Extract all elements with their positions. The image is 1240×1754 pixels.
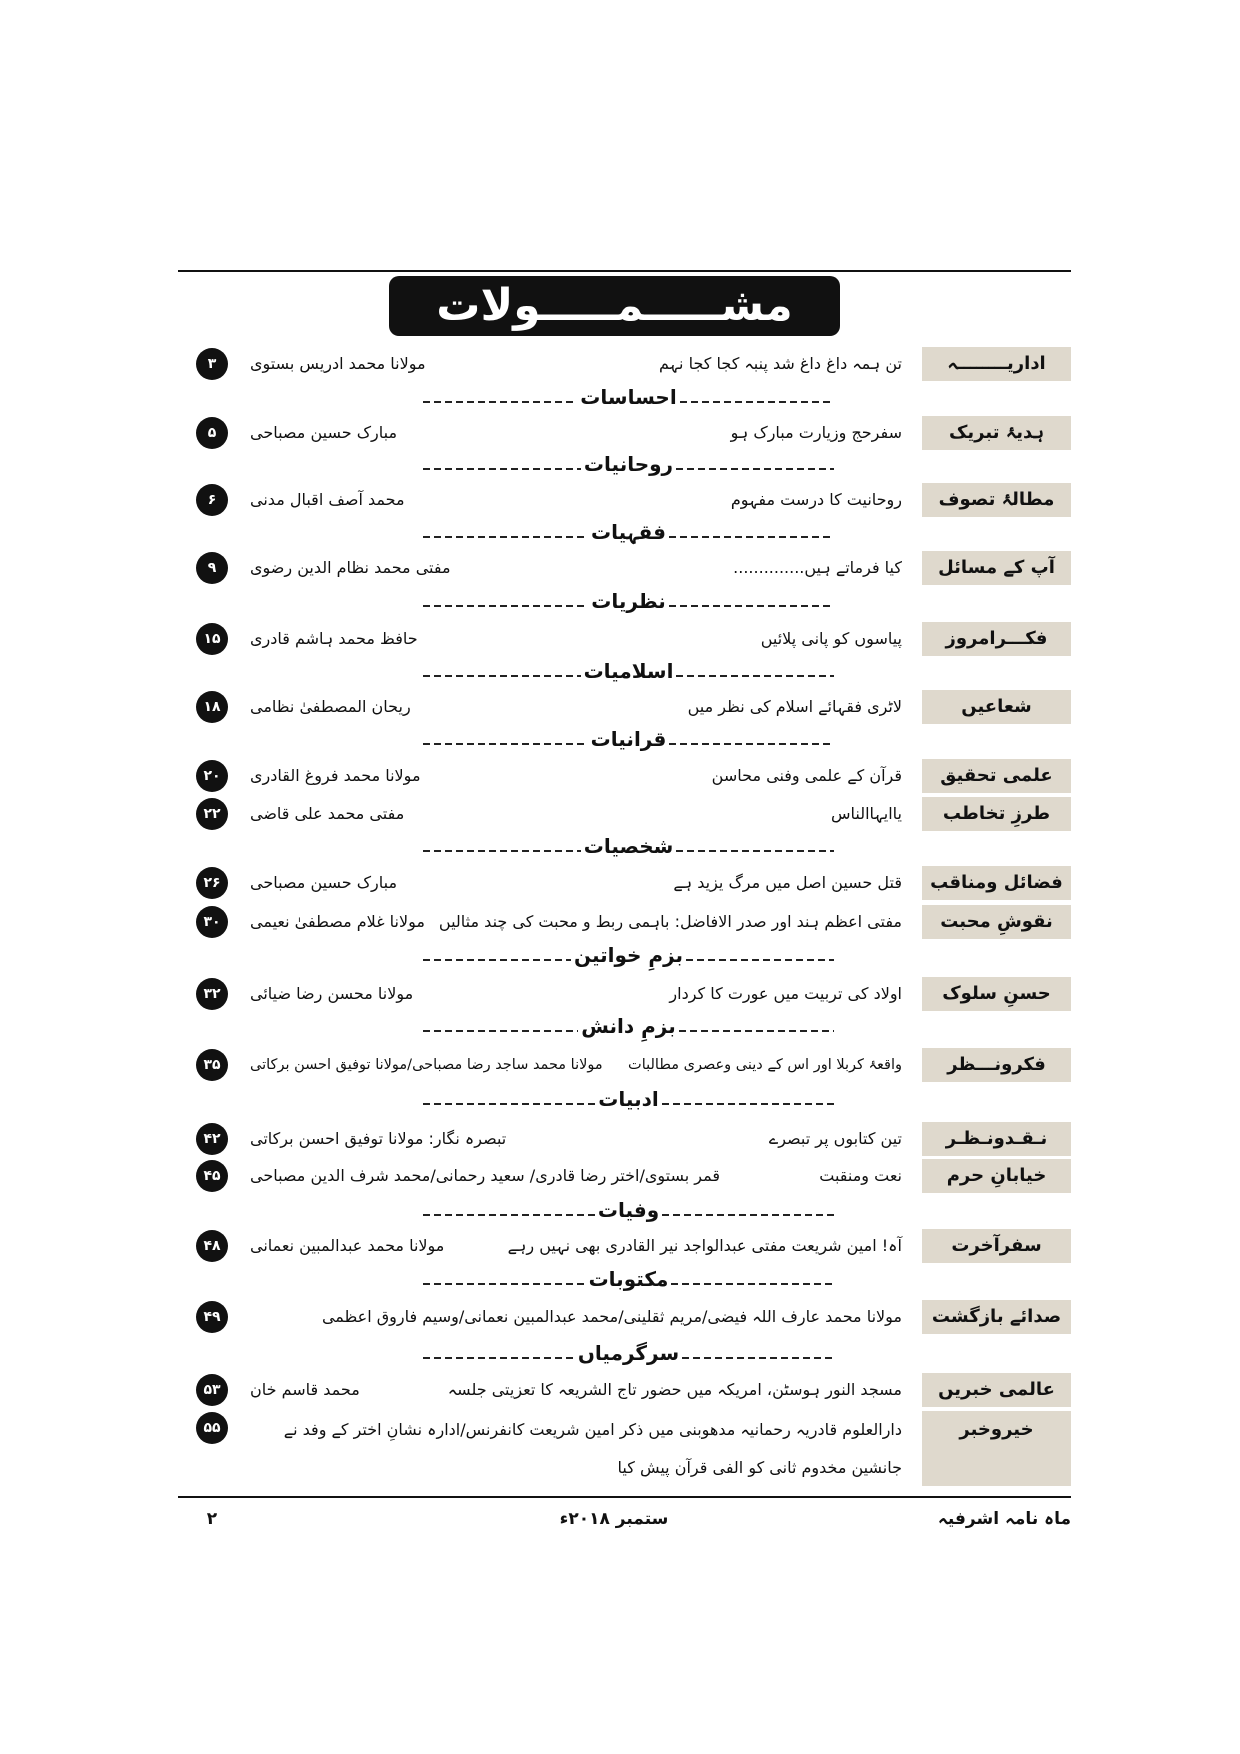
section-name: بزمِ خواتین (573, 943, 684, 967)
section-divider (423, 1338, 834, 1368)
toc-category-label: علمی تحقیق (922, 759, 1071, 793)
section-divider (423, 1264, 834, 1294)
divider-dashes (676, 850, 834, 852)
page-number-badge: ۴۹ (196, 1301, 228, 1333)
divider-dashes (676, 468, 834, 470)
toc-author: تبصرہ نگار: مولانا توفیق احسن برکاتی (250, 1129, 507, 1148)
toc-article-title: واقعۂ کربلا اور اس کے دینی وعصری مطالبات (628, 1057, 902, 1073)
toc-author: محمد قاسم خان (250, 1380, 360, 1399)
page-number-badge: ۳۰ (196, 906, 228, 938)
toc-article-title: کیا فرماتے ہیں.............. (733, 558, 902, 577)
divider-dashes (669, 536, 834, 538)
page-number-badge: ۴۲ (196, 1123, 228, 1155)
page-number-badge: ۲۰ (196, 760, 228, 792)
toc-category-label: مطالۂ تصوف (922, 483, 1071, 517)
section-divider (423, 382, 834, 412)
toc-category-label: فضائل ومناقب (922, 866, 1071, 900)
toc-row (0, 1048, 1240, 1082)
page-number-badge: ۴۸ (196, 1230, 228, 1262)
footer-rule (178, 1496, 1071, 1498)
toc-author: مولانا محمد ساجد رضا مصباحی/مولانا توفیق احسن برکاتی (250, 1057, 603, 1073)
toc-author: محمد آصف اقبال مدنی (250, 490, 405, 509)
toc-category-label: صدائے بازگشت (922, 1300, 1071, 1334)
divider-dashes (423, 468, 581, 470)
toc-article-title: آہ! امین شریعت مفتی عبدالواجد نیر القادری بھی نہیں رہے (507, 1236, 902, 1255)
section-divider (423, 517, 834, 547)
toc-row (0, 690, 1240, 724)
toc-category-label: خیروخبر (922, 1411, 1071, 1486)
toc-article-title: دارالعلوم قادریہ رحمانیہ مدھوبنی میں ذکر امین شریعت کانفرنس/ادارہ نشانِ اختر کے وفد نے جانشین مخدوم ثانی کو الفی قرآن پیش کیا (283, 1420, 902, 1477)
toc-category-label: شعاعیں (922, 690, 1071, 724)
toc-article-title: پیاسوں کو پانی پلائیں (760, 629, 902, 648)
toc-category-label: اداریــــــــہ (922, 347, 1071, 381)
divider-dashes (423, 401, 577, 403)
toc-row (0, 797, 1240, 831)
divider-dashes (423, 959, 571, 961)
page-number-badge: ۵۵ (196, 1412, 228, 1444)
divider-dashes (423, 536, 588, 538)
toc-row (0, 416, 1240, 450)
toc-author: مفتی محمد نظام الدین رضوی (250, 558, 451, 577)
page-number-badge: ۱۵ (196, 623, 228, 655)
page-number-badge: ۱۸ (196, 691, 228, 723)
toc-row (0, 1373, 1240, 1407)
toc-article-title: قرآن کے علمی وفنی محاسن (711, 766, 902, 785)
divider-dashes (662, 1214, 834, 1216)
page-number-badge: ۶ (196, 484, 228, 516)
divider-dashes (423, 850, 581, 852)
toc-category-label: سفرآخرت (922, 1229, 1071, 1263)
divider-dashes (423, 605, 588, 607)
section-divider (423, 831, 834, 861)
contents-header-title: مشـــــمـــــولات (389, 276, 840, 336)
divider-dashes (423, 675, 581, 677)
toc-author: مبارک حسین مصباحی (250, 873, 398, 892)
section-name: مکتوبات (588, 1267, 669, 1291)
toc-author: مفتی محمد علی قاضی (250, 804, 405, 823)
toc-author: حافظ محمد ہاشم قادری (250, 629, 418, 648)
divider-dashes (680, 401, 834, 403)
divider-dashes (686, 959, 834, 961)
toc-article-title: اولاد کی تربیت میں عورت کا کردار (669, 984, 902, 1003)
toc-category-label: عالمی خبریں (922, 1373, 1071, 1407)
page-number-badge: ۳ (196, 348, 228, 380)
section-divider (423, 1011, 834, 1041)
divider-dashes (423, 1357, 575, 1359)
section-name: سرگرمیاں (577, 1341, 680, 1365)
toc-row (0, 347, 1240, 381)
divider-dashes (669, 605, 834, 607)
section-divider (423, 1195, 834, 1225)
toc-author: ریحان المصطفیٰ نظامی (250, 697, 411, 716)
divider-dashes (662, 1103, 834, 1105)
magazine-name: ماہ نامہ اشرفیہ (937, 1509, 1071, 1529)
section-name: بزمِ دانش (581, 1014, 676, 1038)
toc-article-title: مفتی اعظم ہند اور صدر الافاضل: باہمی ربط و محبت کی چند مثالیں (438, 912, 902, 931)
toc-row (0, 759, 1240, 793)
toc-author: مبارک حسین مصباحی (250, 423, 398, 442)
section-name: ادبیات (598, 1087, 659, 1111)
toc-article-title: مسجد النور ہوسٹن، امریکہ میں حضور تاج الشریعہ کا تعزیتی جلسہ (447, 1380, 902, 1399)
divider-dashes (423, 1283, 586, 1285)
page-number-badge: ۹ (196, 552, 228, 584)
toc-row (0, 551, 1240, 585)
section-divider (423, 724, 834, 754)
toc-article-title: تین کتابوں پر تبصرے (768, 1129, 902, 1148)
toc-author: مولانا محمد ادریس بستوی (250, 354, 426, 373)
toc-category-label: خیابانِ حرم (922, 1159, 1071, 1193)
issue-date: ستمبر ۲۰۱۸ء (559, 1509, 669, 1529)
toc-article-title: سفرحج وزیارت مبارک ہو (730, 423, 902, 442)
toc-author: قمر بستوی/اختر رضا قادری/ سعید رحمانی/محمد شرف الدین مصباحی (250, 1166, 720, 1185)
toc-row (0, 1159, 1240, 1193)
section-divider (423, 586, 834, 616)
divider-dashes (682, 1357, 834, 1359)
page-number-badge: ۴۵ (196, 1160, 228, 1192)
page-number-badge: ۳۵ (196, 1049, 228, 1081)
toc-article-title: تن ہمہ داغ داغ شد پنبہ کجا کجا نہم (659, 354, 902, 373)
toc-article-title: لاٹری فقہائے اسلام کی نظر میں (687, 697, 902, 716)
toc-author: مولانا محمد فروغ القادری (250, 766, 421, 785)
page-number-badge: ۲۶ (196, 867, 228, 899)
toc-row (0, 1300, 1240, 1334)
divider-dashes (679, 1030, 834, 1032)
section-divider (423, 449, 834, 479)
toc-article-title: قتل حسین اصل میں مرگ یزید ہے (673, 873, 902, 892)
toc-category-label: نـقـدونـظـر (922, 1122, 1071, 1156)
page-number-badge: ۵ (196, 417, 228, 449)
toc-category-label: حسنِ سلوک (922, 977, 1071, 1011)
toc-author: مولانا محمد عبدالمبین نعمانی (250, 1236, 445, 1255)
toc-category-label: فکرونـــظر (922, 1048, 1071, 1082)
toc-category-label: طرزِ تخاطب (922, 797, 1071, 831)
toc-category-label: نقوشِ محبت (922, 905, 1071, 939)
divider-dashes (423, 1103, 595, 1105)
divider-dashes (676, 675, 834, 677)
section-divider (423, 940, 834, 970)
section-name: قرانیات (590, 727, 667, 751)
toc-category-label: فکـــرامروز (922, 622, 1071, 656)
toc-row (0, 483, 1240, 517)
divider-dashes (423, 1214, 595, 1216)
section-name: روحانیات (583, 452, 674, 476)
toc-category-label: ہدیۂ تبریک (922, 416, 1071, 450)
section-name: شخصیات (583, 834, 674, 858)
divider-dashes (671, 1283, 834, 1285)
toc-article-title: روحانیت کا درست مفہوم (730, 490, 902, 509)
divider-dashes (423, 1030, 578, 1032)
toc-article-title: مولانا محمد عارف اللہ فیضی/مریم ثقلینی/محمد عبدالمبین نعمانی/وسیم فاروق اعظمی (321, 1307, 902, 1326)
toc-article-title: نعت ومنقبت (819, 1166, 902, 1185)
section-name: فقہیات (591, 520, 666, 544)
page-number-badge: ۲۲ (196, 798, 228, 830)
toc-row (0, 866, 1240, 900)
section-name: نظریات (591, 589, 666, 613)
toc-row (0, 905, 1240, 939)
top-rule (178, 270, 1071, 272)
page-number-badge: ۳۲ (196, 978, 228, 1010)
page-number: ۲ (206, 1509, 218, 1529)
divider-dashes (423, 743, 588, 745)
toc-author: مولانا محسن رضا ضیائی (250, 984, 414, 1003)
toc-category-label: آپ کے مسائل (922, 551, 1071, 585)
toc-row (0, 1229, 1240, 1263)
divider-dashes (669, 743, 834, 745)
section-name: اسلامیات (583, 659, 674, 683)
section-divider (423, 1084, 834, 1114)
toc-row (0, 1411, 1240, 1486)
toc-row (0, 977, 1240, 1011)
section-name: احساسات (580, 385, 677, 409)
section-name: وفیات (597, 1198, 660, 1222)
page-number-badge: ۵۳ (196, 1374, 228, 1406)
section-divider (423, 656, 834, 686)
toc-article-title: یاایہاالناس (830, 804, 902, 823)
toc-row (0, 622, 1240, 656)
toc-row (0, 1122, 1240, 1156)
toc-author: مولانا غلام مصطفیٰ نعیمی (250, 912, 425, 931)
